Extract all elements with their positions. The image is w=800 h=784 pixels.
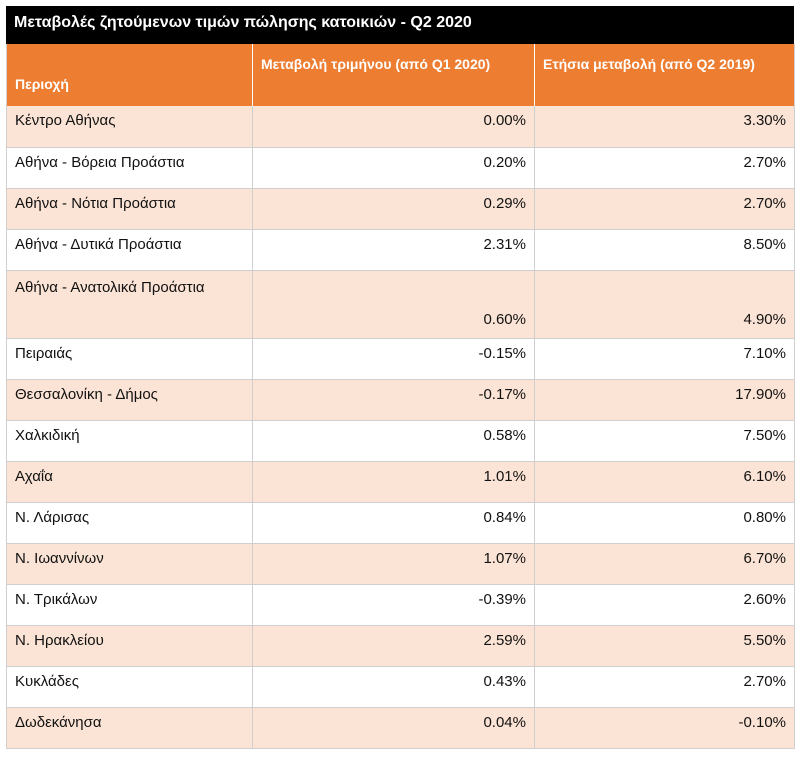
- table-row: [7, 147, 795, 188]
- quarterly-change-cell: -0.39%: [253, 584, 535, 625]
- quarterly-change-cell: 0.84%: [253, 502, 535, 543]
- table-row: [7, 502, 795, 543]
- region-cell: Ν. Λάρισας: [7, 502, 253, 543]
- quarterly-change-cell: 0.00%: [253, 106, 535, 147]
- region-cell: Θεσσαλονίκη - Δήμος: [7, 379, 253, 420]
- region-cell: Αθήνα - Δυτικά Προάστια: [7, 229, 253, 270]
- table-row: [7, 188, 795, 229]
- region-cell: Ν. Ηρακλείου: [7, 625, 253, 666]
- quarterly-change-cell: -0.15%: [253, 338, 535, 379]
- quarterly-change-cell: 0.43%: [253, 666, 535, 707]
- quarterly-change-cell: 1.07%: [253, 543, 535, 584]
- region-cell: Ν. Τρικάλων: [7, 584, 253, 625]
- region-cell: Ν. Ιωαννίνων: [7, 543, 253, 584]
- annual-change-cell: 7.50%: [535, 420, 795, 461]
- annual-change-cell: 7.10%: [535, 338, 795, 379]
- region-cell: Αθήνα - Βόρεια Προάστια: [7, 147, 253, 188]
- annual-change-cell: 2.70%: [535, 666, 795, 707]
- price-change-table: [6, 44, 795, 749]
- region-cell: Χαλκιδική: [7, 420, 253, 461]
- table-row: [7, 229, 795, 270]
- table-row: [7, 420, 795, 461]
- table-title: Μεταβολές ζητούμενων τιμών πώλησης κατοικιών - Q2 2020: [6, 6, 794, 44]
- table-body: [7, 106, 795, 748]
- quarterly-change-cell: 0.60%: [253, 270, 535, 338]
- region-cell: Πειραιάς: [7, 338, 253, 379]
- annual-change-cell: 8.50%: [535, 229, 795, 270]
- annual-change-cell: 2.70%: [535, 147, 795, 188]
- annual-change-cell: 5.50%: [535, 625, 795, 666]
- quarterly-change-cell: 0.20%: [253, 147, 535, 188]
- quarterly-change-cell: 1.01%: [253, 461, 535, 502]
- table-row: [7, 707, 795, 748]
- annual-change-cell: 2.70%: [535, 188, 795, 229]
- quarterly-change-cell: 2.59%: [253, 625, 535, 666]
- annual-change-cell: 3.30%: [535, 106, 795, 147]
- annual-change-cell: 17.90%: [535, 379, 795, 420]
- region-cell: Κυκλάδες: [7, 666, 253, 707]
- table-row: [7, 338, 795, 379]
- quarterly-change-cell: 0.29%: [253, 188, 535, 229]
- annual-change-cell: 6.10%: [535, 461, 795, 502]
- annual-change-cell: 2.60%: [535, 584, 795, 625]
- annual-change-cell: 0.80%: [535, 502, 795, 543]
- quarterly-change-cell: 0.58%: [253, 420, 535, 461]
- region-cell: Αχαΐα: [7, 461, 253, 502]
- region-cell: Αθήνα - Ανατολικά Προάστια: [7, 270, 253, 338]
- annual-change-cell: 4.90%: [535, 270, 795, 338]
- quarterly-change-cell: -0.17%: [253, 379, 535, 420]
- table-row: [7, 625, 795, 666]
- region-cell: Δωδεκάνησα: [7, 707, 253, 748]
- table-row: [7, 461, 795, 502]
- header-region: Περιοχή: [7, 44, 253, 106]
- annual-change-cell: 6.70%: [535, 543, 795, 584]
- header-quarterly: Μεταβολή τριμήνου (από Q1 2020): [253, 44, 535, 106]
- table-row: [7, 379, 795, 420]
- header-annual: Ετήσια μεταβολή (από Q2 2019): [535, 44, 795, 106]
- region-cell: Κέντρο Αθήνας: [7, 106, 253, 147]
- header-row: [7, 44, 795, 106]
- quarterly-change-cell: 2.31%: [253, 229, 535, 270]
- annual-change-cell: -0.10%: [535, 707, 795, 748]
- table-row: [7, 270, 795, 338]
- table-row: [7, 543, 795, 584]
- quarterly-change-cell: 0.04%: [253, 707, 535, 748]
- region-cell: Αθήνα - Νότια Προάστια: [7, 188, 253, 229]
- table-row: [7, 666, 795, 707]
- price-change-table-container: [6, 6, 794, 749]
- table-row: [7, 584, 795, 625]
- table-row: [7, 106, 795, 147]
